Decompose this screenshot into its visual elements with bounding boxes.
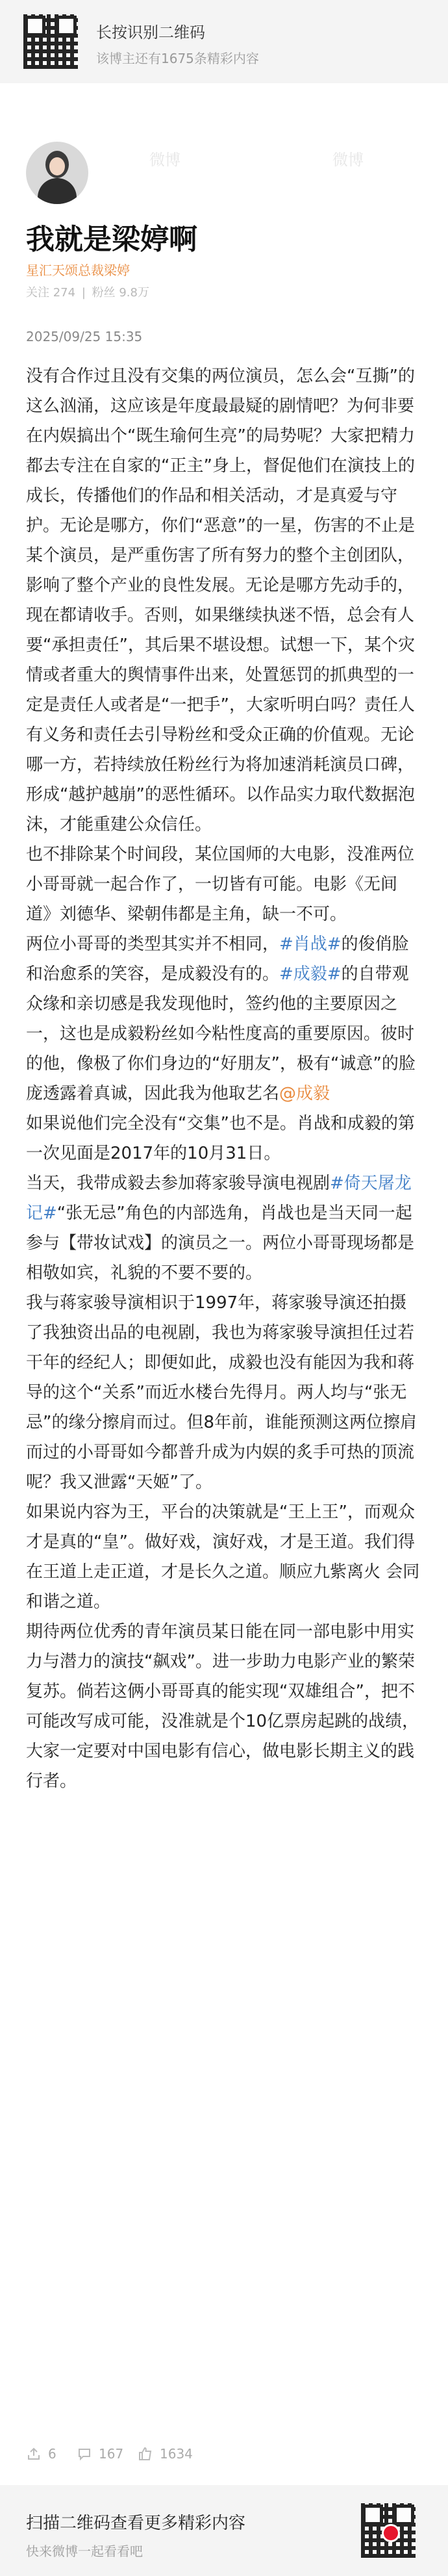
hashtag-link[interactable]: #成毅#: [279, 964, 342, 984]
watermark-text: 微博: [149, 151, 180, 169]
mention-link[interactable]: @成毅: [279, 1084, 330, 1103]
text-run: 的俊俏脸和治愈系的笑容，是成毅没有的。: [26, 934, 409, 984]
text-run: 两位小哥哥的类型其实并不相同，: [26, 934, 280, 954]
text-run: 也不排除某个时间段，某位国师的大电影，没准两位小哥哥就一起合作了，一切皆有可能。电影《无间道》刘德华、梁朝伟都是主角，缺一不可。: [26, 845, 415, 924]
follows-count: 关注 274: [26, 286, 76, 300]
post-date: 2025/09/25 15:35: [26, 329, 143, 344]
banner-subtitle: 该博主还有1675条精彩内容: [96, 51, 259, 66]
qr-banner-top[interactable]: [0, 0, 448, 83]
article-paragraph: [26, 361, 422, 840]
stats-separator: |: [81, 286, 86, 300]
article-paragraph: [26, 929, 422, 1109]
hashtag-link[interactable]: #倚天屠龙记#: [26, 1174, 412, 1223]
comment-count: 167: [99, 2446, 124, 2462]
watermark-text: 微博: [332, 151, 364, 169]
hashtag-link[interactable]: #肖战#: [279, 934, 342, 954]
article-paragraph: [26, 1617, 422, 1796]
qr-banner-bottom[interactable]: [0, 2485, 448, 2576]
author-stats: [26, 283, 152, 300]
banner-title: 长按识别二维码: [96, 23, 205, 42]
avatar-body: [38, 178, 77, 204]
author-name[interactable]: 我就是梁婷啊: [26, 223, 197, 256]
like-count: 1634: [160, 2446, 193, 2462]
share-button[interactable]: [26, 2446, 56, 2462]
thumbs-up-icon: [138, 2446, 153, 2462]
bottom-banner-subtitle: 快来微博一起看看吧: [26, 2544, 143, 2559]
text-run: “张无忌”角色的内部选角，肖战也是当天同一起参与【带妆试戏】的演员之一。两位小哥哥现场都是相敬如宾，礼貌的不要不要的。: [26, 1204, 415, 1283]
article-paragraph: [26, 840, 422, 929]
article-paragraph: [26, 1497, 422, 1617]
avatar-face: [49, 157, 65, 175]
bottom-banner-title: 扫描二维码查看更多精彩内容: [26, 2514, 246, 2533]
like-button[interactable]: [138, 2446, 193, 2462]
avatar[interactable]: [26, 142, 88, 204]
weibo-logo-icon: [382, 2524, 400, 2542]
post-body: [26, 361, 422, 1796]
text-run: 期待两位优秀的青年演员某日能在同一部电影中用实力与潜力的演技“飙戏”。进一步助力电影产业的繁荣复苏。倘若这俩小哥哥真的能实现“双雄组合”，把不可能改写成可能，没准就是个10亿票房起跳的战绩，大家一定要对中国电影有信心，做电影长期主义的践行者。: [26, 1622, 419, 1791]
qr-code-icon[interactable]: [23, 14, 78, 69]
text-run: 我与蒋家骏导演相识于1997年，蒋家骏导演还拍摄了我独资出品的电视剧，我也为蒋家骏导演担任过若干年的经纪人；即便如此，成毅也没有能因为我和蒋导的这个“关系”而近水楼台先得月。两人均与“张无忌”的缘分擦肩而过。但8年前，谁能预测这两位擦肩而过的小哥哥如今都普升成为内娱的炙手可热的顶流呢？我又泄露“天姬”了。: [26, 1293, 417, 1492]
text-run: 当天，我带成毅去参加蒋家骏导演电视剧: [26, 1174, 330, 1193]
share-icon: [26, 2446, 42, 2462]
share-count: 6: [48, 2446, 56, 2462]
article-paragraph: [26, 1109, 422, 1168]
author-description: 星汇天颂总裁梁婷: [26, 263, 130, 278]
text-run: 如果说内容为王，平台的决策就是“王上王”，而观众才是真的“皇”。做好戏，演好戏，才是王道。我们得在王道上走正道，才是长久之道。顺应九紫离火 会同和谐之道。: [26, 1502, 420, 1612]
comment-icon: [77, 2446, 92, 2462]
post-actions: [26, 2446, 422, 2472]
followers-count: 粉丝 9.8万: [92, 286, 149, 300]
text-run: 没有合作过且没有交集的两位演员，怎么会“互撕”的这么汹涌，这应该是年度最最疑的剧情吧？为何非要在内娱搞出个“既生瑜何生亮”的局势呢？大家把精力都去专注在自家的“正主”身上，督促他们在演技上的成长，传播他们的作品和相关活动，才是真爱与守护。无论是哪方，你们“恶意”的一星，伤害的不止是某个演员，是严重伤害了所有努力的整个主创团队，影响了整个产业的良性发展。无论是哪方先动手的，现在都请收手。否则，如果继续执迷不悟，总会有人要“承担责任”，其后果不堪设想。试想一下，某个灾情或者重大的舆情事件出来，处置惩罚的抓典型的一定是责任人或者是“一把手”，大家听明白吗？责任人有义务和责任去引导粉丝和受众正确的价值观。无论哪一方，若持续放任粉丝行为将加速消耗演员口碑，形成“越护越崩”的恶性循环。以作品实力取代数据泡沫，才能重建公众信任。: [26, 367, 415, 834]
comment-button[interactable]: [77, 2446, 123, 2462]
article-paragraph: [26, 1168, 422, 1288]
text-run: 的自带观众缘和亲切感是我发现他时，签约他的主要原因之一，这也是成毅粉丝如今粘性度高的重要原因。彼时的他，像极了你们身边的“好朋友”，极有“诚意”的脸庞透露着真诚，因此我为他取艺名: [26, 964, 416, 1103]
text-run: 如果说他们完全没有“交集”也不是。肖战和成毅的第一次见面是2017年的10月31日。: [26, 1114, 415, 1163]
article-paragraph: [26, 1288, 422, 1497]
